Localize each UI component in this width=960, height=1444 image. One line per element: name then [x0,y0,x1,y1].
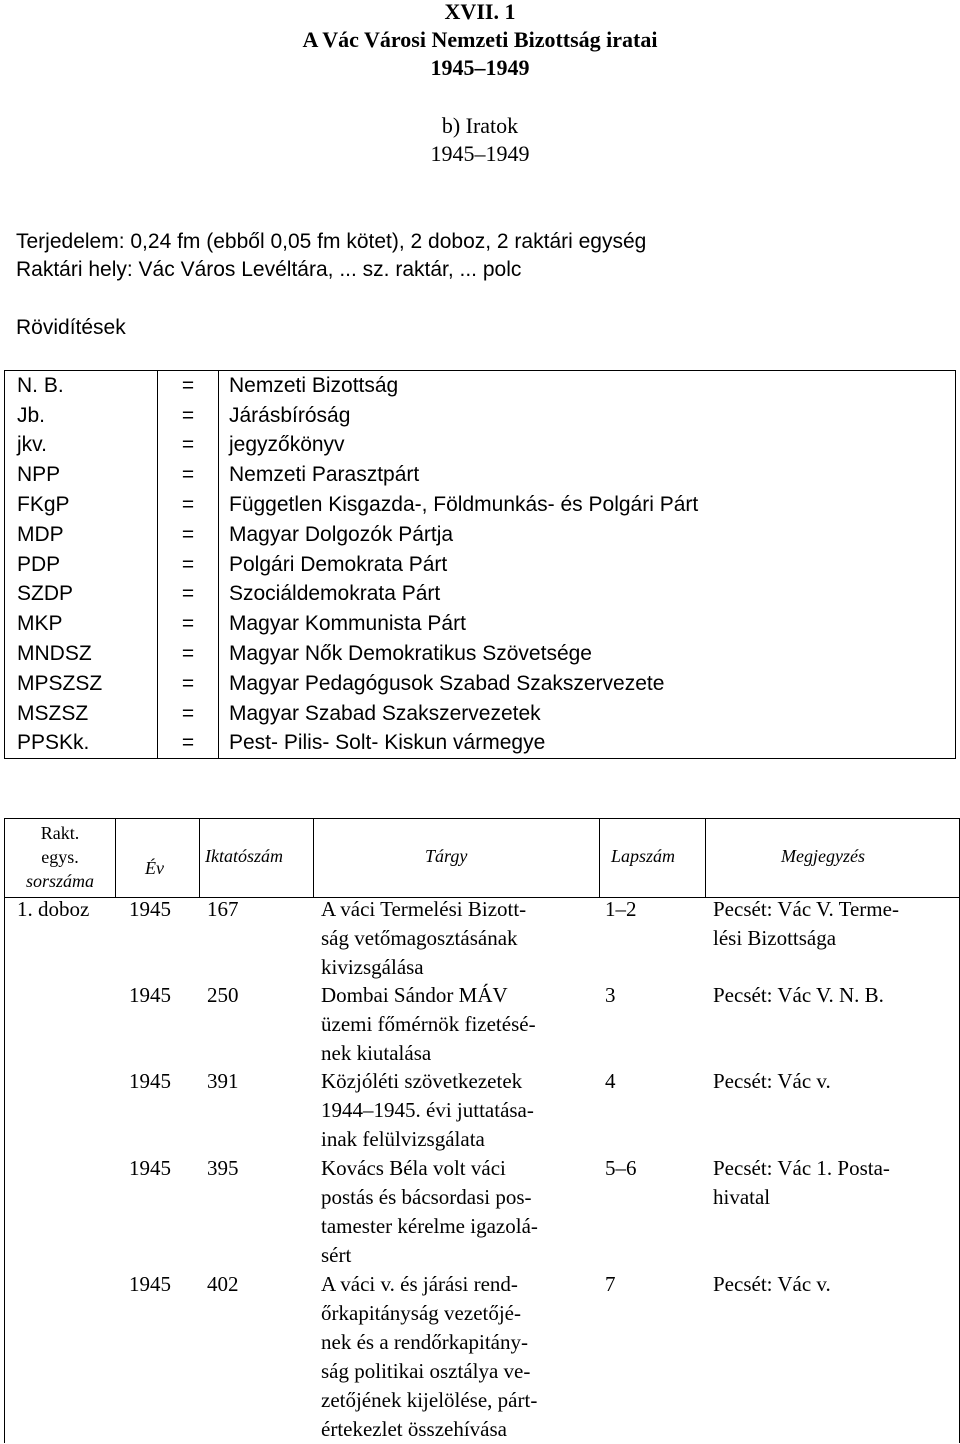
notes-line: Pecsét: Vác v. [713,1069,831,1093]
header-unit-line: sorszáma [25,871,95,891]
row-notes [713,1067,953,1096]
row-subject [321,1067,589,1154]
abbr-row [5,609,956,639]
abbr-code: MDP [5,520,158,550]
subject-line: postás és bácsordasi pos- [321,1185,532,1209]
abbr-row [5,460,956,490]
subject-line: őrkapitányság vezetőjé- [321,1301,521,1325]
subject-line: A váci Termelési Bizott- [321,897,527,921]
row-subject [321,1270,589,1444]
subject-line: Dombai Sándor MÁV [321,983,508,1007]
subject-line: inak felülvizsgálata [321,1127,485,1151]
abbr-equals: = [158,401,219,431]
subject-line: nek és a rendőrkapitány- [321,1330,528,1354]
header-unit-number [5,821,115,893]
notes-line: Pecsét: Vác V. N. B. [713,983,884,1007]
row-year: 1945 [129,1272,171,1296]
abbr-meaning: Magyar Pedagógusok Szabad Szakszervezete [229,671,665,695]
abbr-equals: = [158,639,219,669]
abbr-row [5,669,956,699]
abbr-equals: = [158,520,219,550]
row-page-number: 1–2 [605,897,637,921]
subject-line: 1944–1945. évi juttatása- [321,1098,534,1122]
abbr-code: MSZSZ [5,699,158,729]
subject-line: kivizsgálása [321,955,424,979]
row-subject [321,1154,589,1270]
abbr-code: MKP [5,609,158,639]
notes-line: Pecsét: Vác 1. Posta- [713,1156,890,1180]
subject-line: Közjóléti szövetkezetek [321,1069,523,1093]
abbreviations-table [4,370,956,759]
abbr-row [5,580,956,610]
abbr-row [5,699,956,729]
abbr-row [5,431,956,461]
abbr-equals: = [158,609,219,639]
abbr-meaning: Nemzeti Bizottság [229,373,399,397]
abbr-equals: = [158,699,219,729]
abbr-code: N. B. [5,371,158,401]
abbr-row [5,639,956,669]
row-year: 1945 [129,983,171,1007]
abbr-code: PPSKk. [5,729,158,759]
subject-line: értekezlet összehívása [321,1417,507,1441]
notes-line: Pecsét: Vác V. Terme- [713,897,899,921]
row-registry-number: 391 [207,1069,239,1093]
abbr-code: jkv. [5,431,158,461]
row-subject [321,895,589,982]
subject-line: üzemi főmérnök fizetésé- [321,1012,536,1036]
abbr-row [5,401,956,431]
row-page-number: 7 [605,1272,616,1296]
notes-line: lési Bizottsága [713,926,837,950]
abbr-code: MPSZSZ [5,669,158,699]
row-year: 1945 [129,897,171,921]
header-notes: Megjegyzés [781,846,865,866]
abbr-meaning: jegyzőkönyv [229,433,345,457]
subfond-years: 1945–1949 [430,141,530,166]
abbr-meaning: Pest- Pilis- Solt- Kiskun vármegye [229,731,546,755]
subject-line: ság vetőmagosztásának [321,926,518,950]
abbr-equals: = [158,371,219,401]
abbr-code: SZDP [5,580,158,610]
abbr-equals: = [158,490,219,520]
abbr-equals: = [158,580,219,610]
notes-line: hivatal [713,1185,771,1209]
subject-line: ság politikai osztálya ve- [321,1359,531,1383]
header-registry-number: Iktatószám [205,846,283,866]
abbr-meaning: Magyar Nők Demokratikus Szövetsége [229,642,592,666]
subject-line: tamester kérelme igazolá- [321,1214,538,1238]
row-year: 1945 [129,1156,171,1180]
row-registry-number: 250 [207,983,239,1007]
abbr-code: PDP [5,550,158,580]
inventory-table [4,818,960,1443]
subject-line: sért [321,1243,352,1267]
abbr-code: MNDSZ [5,639,158,669]
row-registry-number: 402 [207,1272,239,1296]
abbr-meaning: Szociáldemokrata Párt [229,582,441,606]
row-page-number: 4 [605,1069,616,1093]
abbr-meaning: Független Kisgazda-, Földmunkás- és Polgári Párt [229,493,699,517]
row-registry-number: 167 [207,897,239,921]
abbr-code: NPP [5,460,158,490]
abbr-equals: = [158,550,219,580]
header-page-number: Lapszám [611,846,676,866]
abbreviations-heading: Rövidítések [16,316,126,339]
abbr-code: FKgP [5,490,158,520]
subject-line: nek kiutalása [321,1041,432,1065]
extent-line: Terjedelem: 0,24 fm (ebből 0,05 fm kötet), 2 doboz, 2 raktári egység [16,230,647,253]
subject-line: Kovács Béla volt váci [321,1156,506,1180]
abbr-equals: = [158,669,219,699]
location-line: Raktári hely: Vác Város Levéltára, ... sz. raktár, ... polc [16,258,522,281]
abbr-meaning: Polgári Demokrata Párt [229,552,448,576]
abbr-equals: = [158,431,219,461]
abbr-equals: = [158,729,219,759]
fond-code: XVII. 1 [444,0,516,24]
abbr-meaning: Nemzeti Parasztpárt [229,463,420,487]
fond-title: A Vác Városi Nemzeti Bizottság iratai [302,27,658,52]
abbr-row [5,371,956,401]
abbr-meaning: Magyar Szabad Szakszervezetek [229,701,541,725]
abbr-row [5,729,956,759]
abbr-code: Jb. [5,401,158,431]
row-subject [321,981,589,1068]
abbr-meaning: Járásbíróság [229,403,351,427]
subfond-title: b) Iratok [441,113,519,138]
abbr-row [5,550,956,580]
box-label: 1. doboz [17,897,90,921]
abbr-meaning: Magyar Dolgozók Pártja [229,522,454,546]
header-unit-line: Rakt. [40,823,80,843]
fond-years: 1945–1949 [430,55,530,80]
row-notes [713,981,953,1010]
row-notes [713,895,953,953]
header-year: Év [145,858,164,878]
row-page-number: 5–6 [605,1156,637,1180]
abbr-equals: = [158,460,219,490]
notes-line: Pecsét: Vác v. [713,1272,831,1296]
subject-line: A váci v. és járási rend- [321,1272,518,1296]
row-notes [713,1270,953,1299]
row-notes [713,1154,953,1212]
row-page-number: 3 [605,983,616,1007]
abbr-meaning: Magyar Kommunista Párt [229,612,466,636]
abbr-row [5,490,956,520]
row-year: 1945 [129,1069,171,1093]
row-registry-number: 395 [207,1156,239,1180]
header-unit-line: egys. [41,847,79,867]
subject-line: zetőjének kijelölése, párt- [321,1388,538,1412]
abbr-row [5,520,956,550]
header-subject: Tárgy [425,846,468,866]
